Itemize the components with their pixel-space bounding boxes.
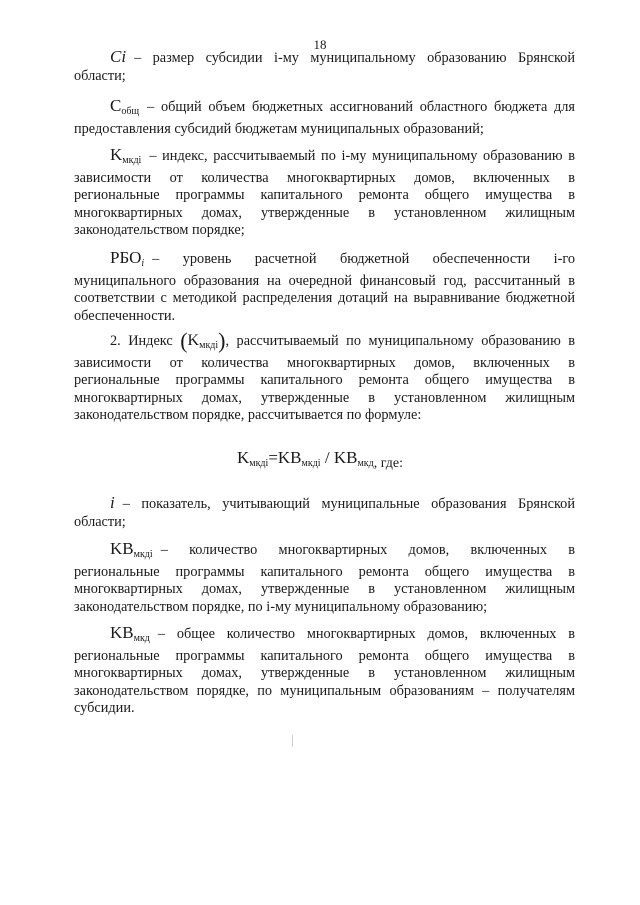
symbol-i: i	[110, 493, 115, 512]
scan-mark	[292, 735, 293, 747]
definition-rbo	[74, 249, 575, 325]
definition-c-total	[74, 97, 575, 138]
symbol-kv-mkdi: $KB_{мкдi}$	[110, 539, 153, 560]
definition-rbo-text: – уровень расчетной бюджетной обеспеченности i-го муниципального образования на очередной финансовый год, рассчитанный в соответствии с методикой распределения дотаций на выравнивание бюджетной обеспеченности.	[74, 251, 575, 324]
symbol-kv-mkd: $KB_{мкд}$	[110, 623, 150, 644]
definition-kv-mkd-text: – общее количество многоквартирных домов, включенных в региональные программы капитального ремонта общего имущества в многоквартирных домах, утвержденные в установленном жилищным законодательством порядке, по муниципальным образованиям – получателям субсидии.	[74, 626, 575, 716]
item-2-text: , рассчитываемый по муниципальному образованию в зависимости от количества многоквартирных домов, включенных в региональные программы капитального ремонта общего имущества в многоквартирных домах, утвержденные в установленном жилищным законодательством порядке, рассчитывается по формуле:	[74, 333, 575, 423]
symbol-rbo: $РБО_i$	[110, 248, 145, 269]
definition-kv-mkdi-text: – количество многоквартирных домов, включенных в региональные программы капитального ремонта общего имущества в многоквартирных домах, утвержденные в установленном жилищным законодательством порядке, по i-му муниципальному образованию;	[74, 542, 575, 615]
formula: $K_{мкдi}=KB_{мкдi} / KB_{мкд, где:}$	[236, 448, 404, 471]
definition-kv-mkdi	[74, 540, 575, 616]
definition-k-mkdi	[74, 146, 575, 240]
item-2-lead: 2. Индекс	[110, 333, 173, 349]
definition-ci-text: – размер субсидии i-му муниципальному образованию Брянской области;	[74, 50, 575, 84]
definition-kv-mkd	[74, 624, 575, 718]
definition-ci	[74, 48, 575, 85]
definition-c-total-text: – общий объем бюджетных ассигнований областного бюджета для предоставления субсидий бюджетам муниципальных образований;	[74, 99, 575, 137]
definition-i	[74, 494, 575, 531]
page-number: 18	[313, 37, 327, 52]
symbol-c-total: $C_{общ}$	[110, 96, 140, 117]
symbol-ci: Ci	[110, 47, 127, 66]
symbol-k-mkdi: $K_{мкдi}$	[110, 145, 142, 166]
item-2-paragraph	[74, 328, 575, 425]
item-2-symbol: $(K_{мкдi})$	[180, 328, 226, 353]
definition-k-mkdi-text: – индекс, рассчитываемый по i-му муниципальному образованию в зависимости от количества многоквартирных домов, включенных в региональные программы капитального ремонта общего имущества в многоквартирных домах, утвержденные в установленном жилищным законодательством порядке;	[74, 148, 575, 238]
definition-i-text: – показатель, учитывающий муниципальные образования Брянской области;	[74, 496, 575, 530]
